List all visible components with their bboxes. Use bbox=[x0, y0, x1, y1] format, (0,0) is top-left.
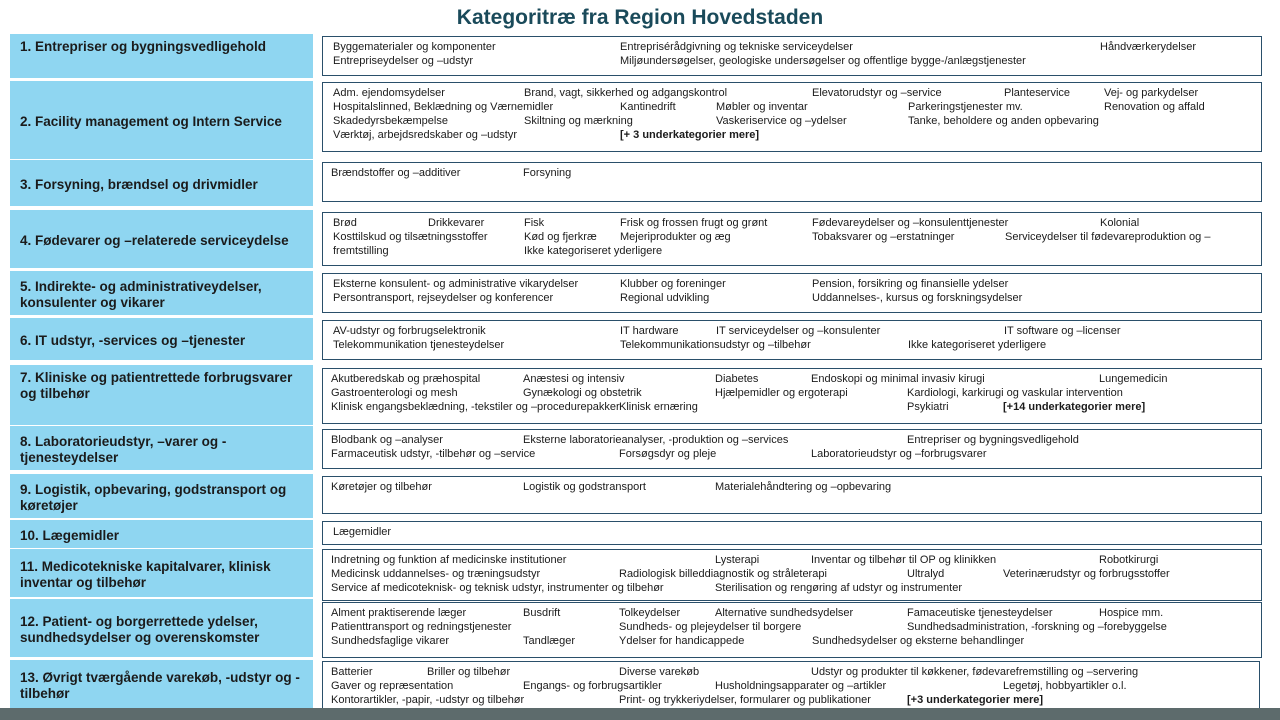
subcategory-item[interactable]: Udstyr og produkter til køkkener, fødevarefremstilling og –servering bbox=[811, 666, 1139, 678]
subcategory-item[interactable]: Patienttransport og redningstjenester bbox=[331, 621, 512, 633]
subcategory-item[interactable]: Skiltning og mærkning bbox=[524, 115, 633, 127]
subcategory-item[interactable]: Kosttilskud og tilsætningsstoffer bbox=[333, 231, 488, 243]
subcategory-item[interactable]: Lungemedicin bbox=[1099, 373, 1168, 385]
subcategory-row bbox=[323, 244, 1261, 258]
subcategory-box-5 bbox=[322, 273, 1262, 313]
subcategory-item[interactable]: Service af medicoteknisk- og teknisk udstyr, instrumenter og tilbehør bbox=[331, 582, 664, 594]
subcategory-item[interactable]: Klinisk ernæring bbox=[619, 401, 698, 413]
subcategory-row bbox=[323, 338, 1261, 352]
category-label-11[interactable]: 11. Medicotekniske kapitalvarer, klinisk inventar og tilbehør bbox=[10, 549, 313, 597]
subcategory-item[interactable]: Print- og trykkeriydelser, formularer og publikationer bbox=[619, 694, 871, 706]
subcategory-item[interactable]: Lægemidler bbox=[333, 526, 392, 538]
subcategory-item[interactable]: Kontorartikler, -papir, -udstyr og tilbehør bbox=[331, 694, 525, 706]
subcategory-row bbox=[323, 693, 1259, 707]
subcategory-item[interactable]: Forsyning bbox=[523, 167, 572, 179]
category-label-12[interactable]: 12. Patient- og borgerrettede ydelser, sundhedsydelser og overenskomster bbox=[10, 599, 313, 657]
subcategory-row bbox=[323, 54, 1261, 68]
subcategory-item[interactable]: Legetøj, hobbyartikler o.l. bbox=[1003, 680, 1127, 692]
subcategory-item[interactable]: Hjælpemidler og ergoterapi bbox=[715, 387, 848, 399]
subcategory-row bbox=[323, 114, 1261, 128]
subcategory-item[interactable]: Håndværkerydelser bbox=[1100, 41, 1196, 53]
subcategory-item[interactable]: Kantinedrift bbox=[620, 101, 676, 113]
subcategory-item[interactable]: Entrepriseydelser og –udstyr bbox=[333, 55, 474, 67]
subcategory-row bbox=[323, 166, 1261, 180]
subcategory-item[interactable]: fremtstilling bbox=[333, 245, 389, 257]
subcategory-item[interactable]: Kød og fjerkræ bbox=[524, 231, 597, 243]
subcategory-item[interactable]: IT serviceydelser og –konsulenter bbox=[716, 325, 881, 337]
subcategory-item[interactable]: Køretøjer og tilbehør bbox=[331, 481, 432, 493]
subcategory-box-7 bbox=[322, 368, 1262, 424]
subcategory-item[interactable]: Klubber og foreninger bbox=[620, 278, 726, 290]
subcategory-item[interactable]: Parkeringstjenester mv. bbox=[908, 101, 1023, 113]
subcategory-item[interactable]: Telekommunikation tjenesteydelser bbox=[333, 339, 505, 351]
subcategory-item[interactable]: Pension, forsikring og finansielle ydelser bbox=[812, 278, 1009, 290]
subcategory-row bbox=[323, 567, 1261, 581]
subcategory-item[interactable]: Radiologisk billeddiagnostik og stråleterapi bbox=[619, 568, 827, 580]
subcategory-item[interactable]: Tolkeydelser bbox=[619, 607, 681, 619]
subcategory-item[interactable]: Batterier bbox=[331, 666, 373, 678]
subcategory-item[interactable]: Gastroenterologi og mesh bbox=[331, 387, 458, 399]
category-label-2[interactable]: 2. Facility management og Intern Service bbox=[10, 81, 313, 159]
subcategory-item[interactable]: Værktøj, arbejdsredskaber og –udstyr bbox=[333, 129, 518, 141]
subcategory-item[interactable]: Planteservice bbox=[1004, 87, 1071, 99]
subcategory-item[interactable]: Renovation og affald bbox=[1104, 101, 1205, 113]
subcategory-row bbox=[323, 525, 1261, 539]
subcategory-item[interactable]: Entrepriser og bygningsvedligehold bbox=[907, 434, 1079, 446]
subcategory-row bbox=[323, 128, 1261, 142]
subcategory-item[interactable]: Veterinærudstyr og forbrugsstoffer bbox=[1003, 568, 1170, 580]
subcategory-row bbox=[323, 86, 1261, 100]
subcategory-item[interactable]: Kardiologi, karkirugi og vaskular intervention bbox=[907, 387, 1123, 399]
subcategory-item[interactable]: Farmaceutisk udstyr, -tilbehør og –service bbox=[331, 448, 536, 460]
subcategory-item[interactable]: Laboratorieudstyr og –forbrugsvarer bbox=[811, 448, 987, 460]
subcategory-item[interactable]: Sundhedsadministration, -forskning og –forebyggelse bbox=[907, 621, 1167, 633]
subcategory-item[interactable]: Sundhedsfaglige vikarer bbox=[331, 635, 450, 647]
subcategory-item[interactable]: Medicinsk uddannelses- og træningsudstyr bbox=[331, 568, 541, 580]
subcategory-box-1 bbox=[322, 36, 1262, 76]
subcategory-item[interactable]: Endoskopi og minimal invasiv kirugi bbox=[811, 373, 985, 385]
subcategory-row bbox=[323, 620, 1261, 634]
more-subcategories-link[interactable]: [+14 underkategorier mere] bbox=[1003, 401, 1146, 413]
subcategory-box-6 bbox=[322, 320, 1262, 360]
category-label-7[interactable]: 7. Kliniske og patientrettede forbrugsvarer og tilbehør bbox=[10, 365, 313, 425]
subcategory-item[interactable]: Anæstesi og intensiv bbox=[523, 373, 625, 385]
subcategory-item[interactable]: Gynækologi og obstetrik bbox=[523, 387, 642, 399]
subcategory-item[interactable]: Gaver og repræsentation bbox=[331, 680, 454, 692]
subcategory-box-8 bbox=[322, 429, 1262, 469]
subcategory-item[interactable]: Uddannelses-, kursus og forskningsydelser bbox=[812, 292, 1023, 304]
subcategory-item[interactable]: Skadedyrsbekæmpelse bbox=[333, 115, 448, 127]
subcategory-item[interactable]: Engangs- og forbrugsartikler bbox=[523, 680, 662, 692]
subcategory-item[interactable]: Serviceydelser til fødevareproduktion og – bbox=[1005, 231, 1211, 243]
subcategory-item[interactable]: Miljøundersøgelser, geologiske undersøgelser og offentlige bygge-/anlægstjenester bbox=[620, 55, 1026, 67]
subcategory-row bbox=[323, 400, 1261, 414]
subcategory-box-4 bbox=[322, 212, 1262, 266]
subcategory-item[interactable]: Entreprisérådgivning og tekniske serviceydelser bbox=[620, 41, 853, 53]
subcategory-item[interactable]: Ultralyd bbox=[907, 568, 945, 580]
subcategory-row bbox=[323, 100, 1261, 114]
subcategory-box-3 bbox=[322, 162, 1262, 202]
subcategory-row bbox=[323, 665, 1259, 679]
subcategory-item[interactable]: Vaskeriservice og –ydelser bbox=[716, 115, 847, 127]
subcategory-item[interactable]: Sundheds- og plejeydelser til borgere bbox=[619, 621, 802, 633]
more-subcategories-link[interactable]: [+3 underkategorier mere] bbox=[907, 694, 1044, 706]
subcategory-row bbox=[323, 553, 1261, 567]
subcategory-row bbox=[323, 606, 1261, 620]
subcategory-item[interactable]: Tobaksvarer og –erstatninger bbox=[812, 231, 955, 243]
subcategory-box-10 bbox=[322, 521, 1262, 545]
subcategory-item[interactable]: Tanke, beholdere og anden opbevaring bbox=[908, 115, 1099, 127]
subcategory-box-12 bbox=[322, 602, 1262, 658]
subcategory-item[interactable]: Blodbank og –analyser bbox=[331, 434, 443, 446]
subcategory-item[interactable]: Psykiatri bbox=[907, 401, 949, 413]
subcategory-row bbox=[323, 40, 1261, 54]
category-label-6[interactable]: 6. IT udstyr, -services og –tjenester bbox=[10, 318, 313, 360]
subcategory-item[interactable]: IT software og –licenser bbox=[1004, 325, 1121, 337]
category-label-3[interactable]: 3. Forsyning, brændsel og drivmidler bbox=[10, 160, 313, 206]
subcategory-item[interactable]: Klinisk engangsbeklædning, -tekstiler og –procedurepakker bbox=[331, 401, 620, 413]
subcategory-item[interactable]: Robotkirurgi bbox=[1099, 554, 1159, 566]
subcategory-row bbox=[323, 634, 1261, 648]
subcategory-item[interactable]: Kolonial bbox=[1100, 217, 1140, 229]
subcategory-row bbox=[323, 291, 1261, 305]
subcategory-item[interactable]: Ikke kategoriseret yderligere bbox=[908, 339, 1047, 351]
subcategory-item[interactable]: Indretning og funktion af medicinske institutioner bbox=[331, 554, 567, 566]
subcategory-box-13 bbox=[322, 661, 1260, 709]
subcategory-item[interactable]: Inventar og tilbehør til OP og klinikken bbox=[811, 554, 997, 566]
subcategory-item[interactable]: Mejeriprodukter og æg bbox=[620, 231, 731, 243]
subcategory-box-2 bbox=[322, 82, 1262, 152]
subcategory-row bbox=[323, 447, 1261, 461]
subcategory-item[interactable]: Møbler og inventar bbox=[716, 101, 808, 113]
subcategory-item[interactable]: Sundhedsydelser og eksterne behandlinger bbox=[812, 635, 1025, 647]
category-label-8[interactable]: 8. Laboratorieudstyr, –varer og -tjenesteydelser bbox=[10, 426, 313, 470]
subcategory-item[interactable]: Elevatorudstyr og –service bbox=[812, 87, 942, 99]
subcategory-item[interactable]: AV-udstyr og forbrugselektronik bbox=[333, 325, 486, 337]
subcategory-row bbox=[323, 433, 1261, 447]
subcategory-item[interactable]: Telekommunikationsudstyr og –tilbehør bbox=[620, 339, 811, 351]
subcategory-item[interactable]: Husholdningsapparater og –artikler bbox=[715, 680, 887, 692]
subcategory-item[interactable]: Adm. ejendomsydelser bbox=[333, 87, 445, 99]
category-label-4[interactable]: 4. Fødevarer og –relaterede serviceydelse bbox=[10, 210, 313, 268]
subcategory-item[interactable]: Famaceutiske tjenesteydelser bbox=[907, 607, 1053, 619]
subcategory-item[interactable]: Fødevareydelser og –konsulenttjenester bbox=[812, 217, 1009, 229]
subcategory-row bbox=[323, 679, 1259, 693]
subcategory-item[interactable]: Diabetes bbox=[715, 373, 759, 385]
subcategory-item[interactable]: Diverse varekøb bbox=[619, 666, 700, 678]
subcategory-item[interactable]: Akutberedskab og præhospital bbox=[331, 373, 481, 385]
page-title: Kategoritræ fra Region Hovedstaden bbox=[456, 6, 824, 29]
subcategory-item[interactable]: Frisk og frossen frugt og grønt bbox=[620, 217, 768, 229]
subcategory-item[interactable]: Drikkevarer bbox=[428, 217, 485, 229]
subcategory-item[interactable]: Hospice mm. bbox=[1099, 607, 1164, 619]
subcategory-item[interactable]: Sterilisation og rengøring af udstyr og instrumenter bbox=[715, 582, 963, 594]
category-label-9[interactable]: 9. Logistik, opbevaring, godstransport og køretøjer bbox=[10, 474, 313, 518]
subcategory-item[interactable]: Briller og tilbehør bbox=[427, 666, 511, 678]
category-label-5[interactable]: 5. Indirekte- og administrativeydelser, konsulenter og vikarer bbox=[10, 271, 313, 315]
subcategory-item[interactable]: Alternative sundhedsydelser bbox=[715, 607, 854, 619]
subcategory-item[interactable]: Busdrift bbox=[523, 607, 561, 619]
category-label-13[interactable]: 13. Øvrigt tværgående varekøb, -udstyr og -tilbehør bbox=[10, 660, 313, 708]
subcategory-item[interactable]: Tandlæger bbox=[523, 635, 575, 647]
bottom-bar bbox=[0, 708, 1280, 720]
subcategory-box-11 bbox=[322, 549, 1262, 601]
subcategory-item[interactable]: Brand, vagt, sikkerhed og adgangskontrol bbox=[524, 87, 728, 99]
subcategory-item[interactable]: Forsøgsdyr og pleje bbox=[619, 448, 717, 460]
subcategory-row bbox=[323, 324, 1261, 338]
subcategory-item[interactable]: Vej- og parkydelser bbox=[1104, 87, 1199, 99]
subcategory-item[interactable]: Persontransport, rejseydelser og konferencer bbox=[333, 292, 554, 304]
subcategory-row bbox=[323, 581, 1261, 595]
subcategory-item[interactable]: IT hardware bbox=[620, 325, 679, 337]
subcategory-item[interactable]: Alment praktiserende læger bbox=[331, 607, 467, 619]
subcategory-item[interactable]: Ikke kategoriseret yderligere bbox=[524, 245, 663, 257]
subcategory-row bbox=[323, 386, 1261, 400]
more-subcategories-link[interactable]: [+ 3 underkategorier mere] bbox=[620, 129, 760, 141]
subcategory-item[interactable]: Lysterapi bbox=[715, 554, 760, 566]
subcategory-item[interactable]: Materialehåndtering og –opbevaring bbox=[715, 481, 892, 493]
subcategory-item[interactable]: Logistik og godstransport bbox=[523, 481, 646, 493]
subcategory-row bbox=[323, 277, 1261, 291]
category-label-1[interactable]: 1. Entrepriser og bygningsvedligehold bbox=[10, 34, 313, 78]
subcategory-row bbox=[323, 216, 1261, 230]
subcategory-item[interactable]: Ydelser for handicappede bbox=[619, 635, 745, 647]
subcategory-row bbox=[323, 372, 1261, 386]
subcategory-item[interactable]: Eksterne konsulent- og administrative vikarydelser bbox=[333, 278, 579, 290]
subcategory-item[interactable]: Brød bbox=[333, 217, 357, 229]
subcategory-item[interactable]: Byggematerialer og komponenter bbox=[333, 41, 496, 53]
subcategory-item[interactable]: Brændstoffer og –additiver bbox=[331, 167, 461, 179]
subcategory-row bbox=[323, 480, 1261, 494]
subcategory-item[interactable]: Regional udvikling bbox=[620, 292, 710, 304]
subcategory-box-9 bbox=[322, 476, 1262, 514]
subcategory-item[interactable]: Hospitalslinned, Beklædning og Værnemidler bbox=[333, 101, 554, 113]
subcategory-item[interactable]: Eksterne laboratorieanalyser, -produktion og –services bbox=[523, 434, 789, 446]
subcategory-row bbox=[323, 230, 1261, 244]
subcategory-item[interactable]: Fisk bbox=[524, 217, 545, 229]
category-label-10[interactable]: 10. Lægemidler bbox=[10, 520, 313, 548]
